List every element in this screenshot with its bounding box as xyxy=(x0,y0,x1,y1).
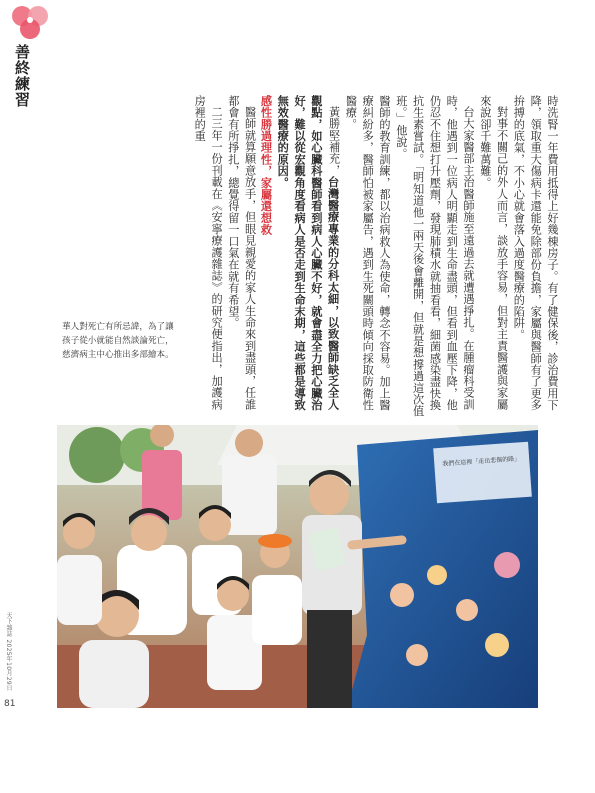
section-subheading: 感性勝過理性，家屬還想救 xyxy=(259,95,274,236)
board-text: 我們在這裡「走出悲傷的路」 xyxy=(442,455,521,468)
paragraph: 二三年一份刊載在《安寧療護雜誌》的研究便指出，加護病房裡的重 xyxy=(193,95,224,411)
photo-illustration xyxy=(57,425,538,708)
paragraph-lead: 黃勝堅補充， xyxy=(327,106,341,177)
paragraph: 時洗腎一年費用抵得上好幾棟房子。有了健保後，診治費用下降，領取重大傷病卡還能免除部份負擔，家屬與醫師有了更多拚搏的底氣，不小心就會落入過度醫療的陷阱。 xyxy=(512,95,559,411)
event-photo xyxy=(57,425,538,708)
photo-caption: 華人對死亡有所忌諱，為了讓孩子從小就能自然談論死亡，慈濟病主中心推出多部繪本。 xyxy=(62,322,174,360)
paragraph: 對事不關己的外人而言，談放手容易，但對主責醫護與家屬來說卻千難萬難。 xyxy=(478,95,509,411)
circles-logo-icon xyxy=(10,4,50,44)
page-number: 81 xyxy=(4,699,16,709)
article-body xyxy=(55,95,560,420)
magazine-info: 天下雜誌 2025年10月29日 xyxy=(5,612,12,692)
paragraph: 醫師的教育訓練，都以治病救人為使命，轉念不容易。加上醫療糾紛多，醫師怕被家屬告，遇到生死關頭時傾向採取防衛性醫療。 xyxy=(344,95,392,411)
section-title: 善終練習 xyxy=(13,44,31,108)
paragraph: 醫師就算願意放手，但眼見親愛的家人生命來到盡頭，任誰都會有所掙扎，總覺得留一口氣在就有希望。 xyxy=(226,95,257,411)
paragraph xyxy=(274,95,341,420)
paragraph-emphasis: 台灣醫療專業的分科太細，以致醫師缺乏全人觀點，如心臟科醫師看到病人心臟不好，就會盡全力把心臟治好，難以從宏觀角度看病人是否走到生命末期，這些都是導致無效醫療的原因。 xyxy=(276,95,341,411)
paragraph: 台大家醫部主治醫師施至遠過去就遭遇掙扎。在腫瘤科受訓時，他遇到一位病人明顯走到生命盡頭，但看到血壓下降，他仍忍不住想打升壓劑，發現肺積水就抽看看，細菌感染盡快換抗生素嘗試。「明知道他一兩天後會離開，但就是想撐過這次值班。」他說。 xyxy=(394,95,476,417)
